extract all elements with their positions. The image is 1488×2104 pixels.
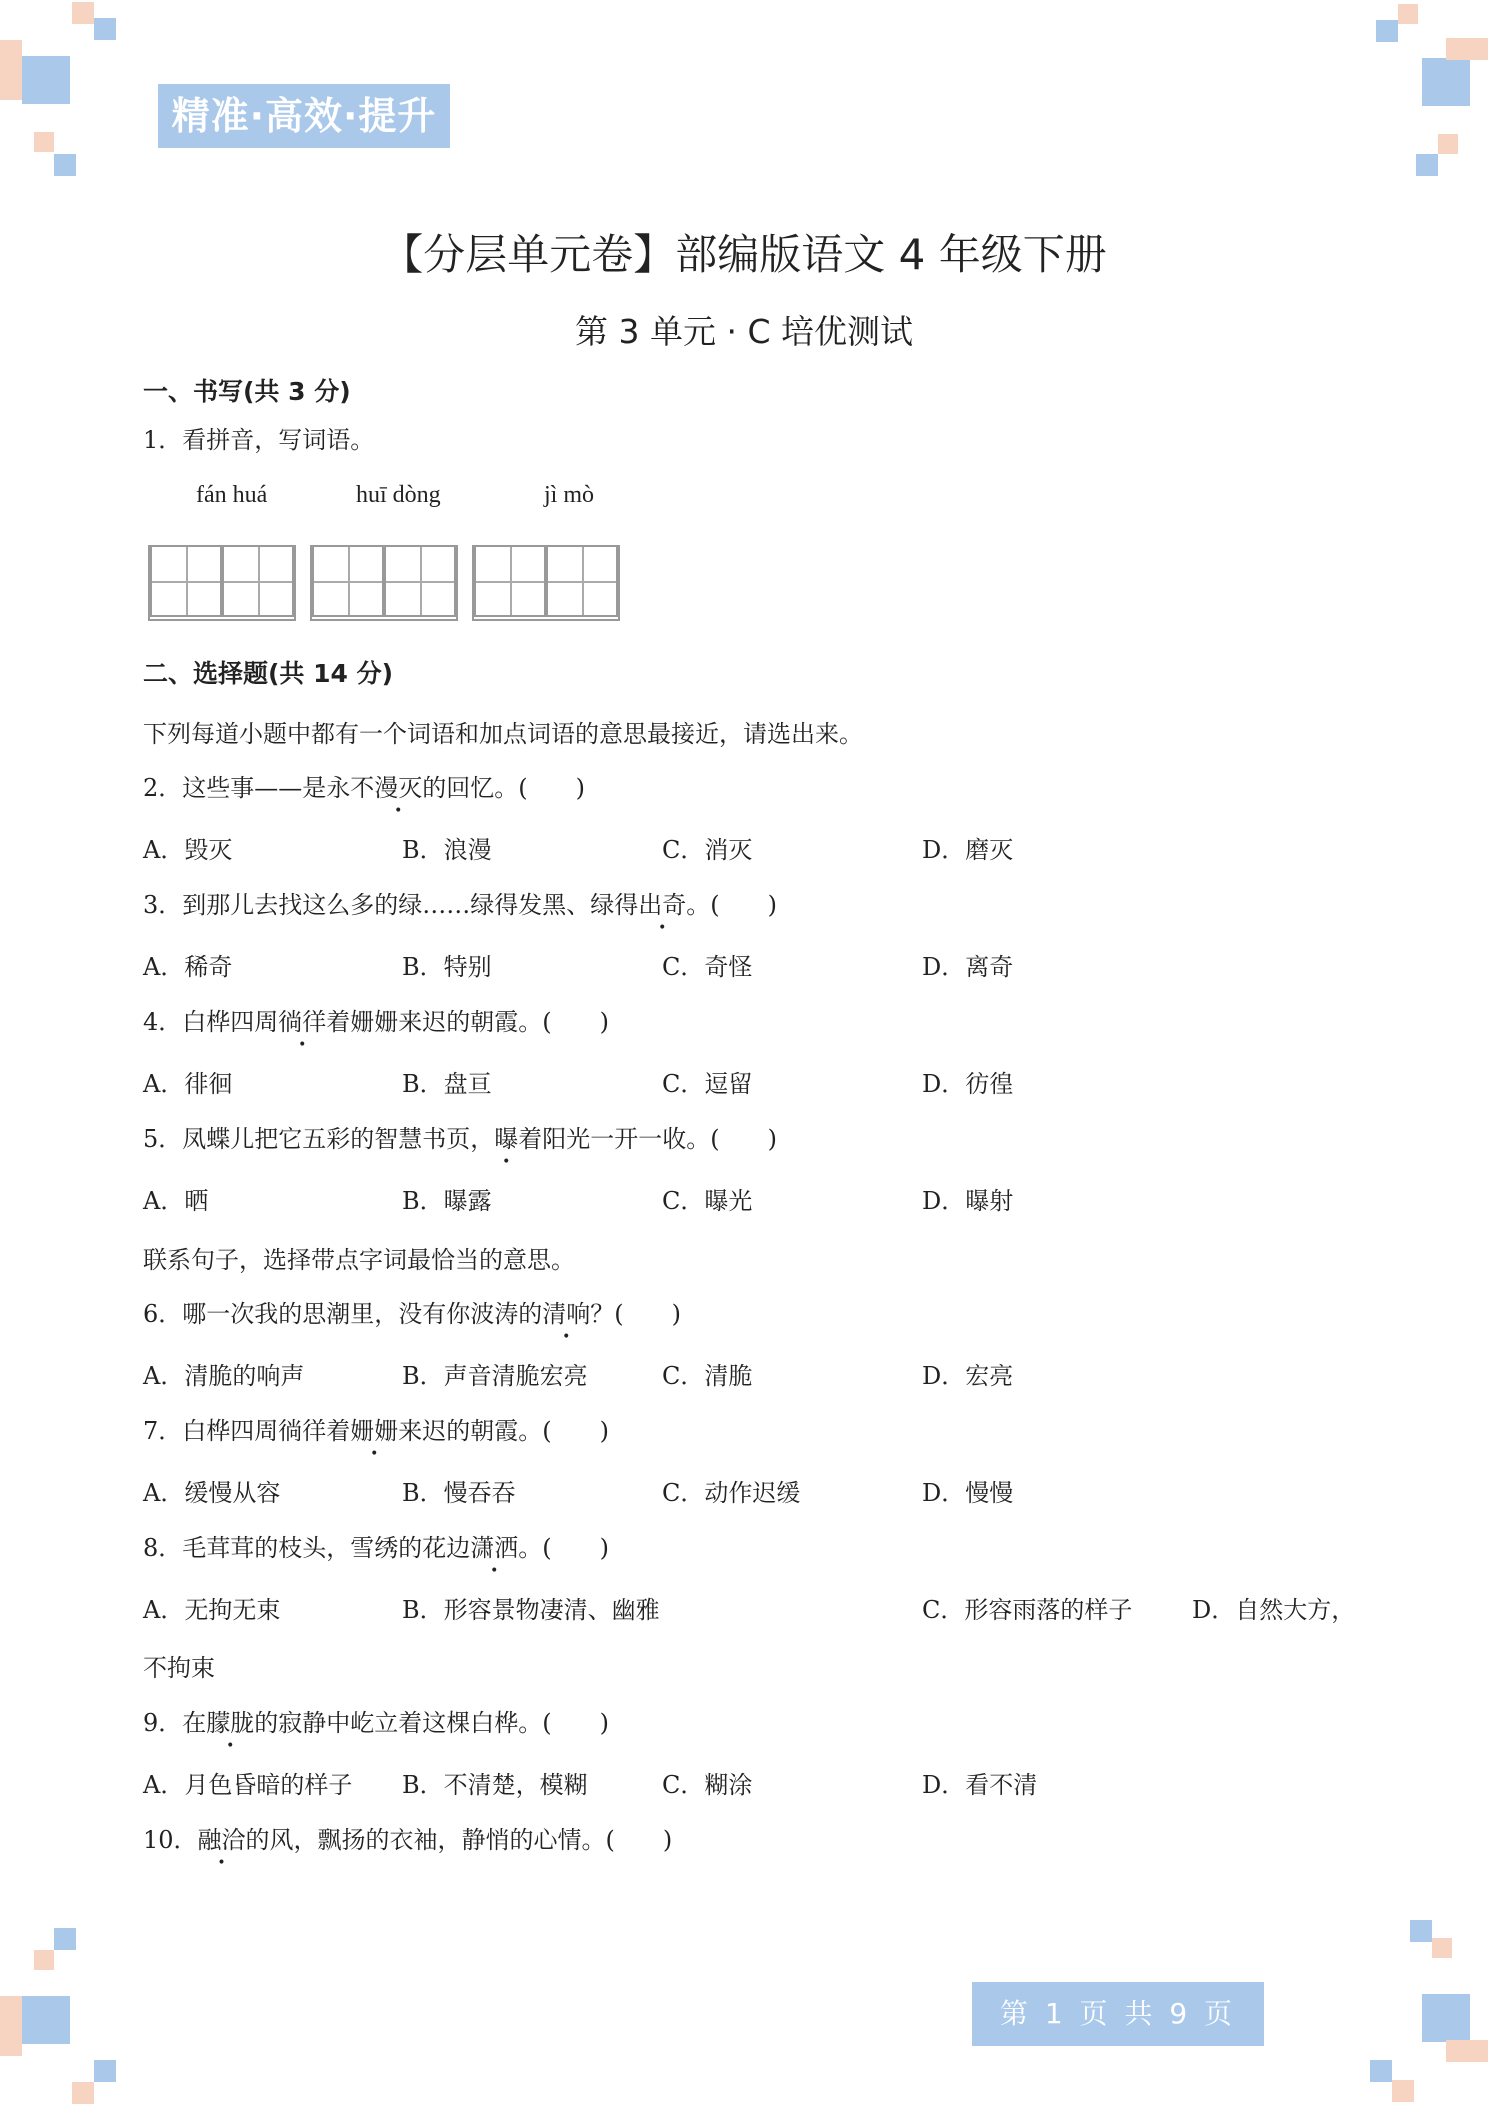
option-b[interactable]: B．形容景物凄清、幽雅 (402, 1596, 660, 1624)
option-d[interactable]: D．彷徨 (922, 1070, 1014, 1098)
decor-square (72, 2082, 94, 2104)
option-d[interactable]: D．宏亮 (922, 1362, 1014, 1390)
dotted-word: 朦胧 (206, 1709, 255, 1737)
writing-cell[interactable] (150, 545, 222, 617)
decor-square (1370, 2060, 1392, 2082)
option-a[interactable]: A．月色昏暗的样子 (143, 1771, 353, 1799)
option-a[interactable]: A．晒 (143, 1187, 209, 1215)
dotted-word: 漫灭 (374, 774, 423, 802)
option-d[interactable]: D．慢慢 (922, 1479, 1014, 1507)
question-10: 10．融洽的风，飘扬的衣袖，静悄的心情。( ) (143, 1826, 673, 1854)
decor-square (54, 154, 76, 176)
option-b[interactable]: B．盘亘 (402, 1070, 492, 1098)
option-c[interactable]: C．消灭 (662, 836, 753, 864)
question-9: 9．在朦胧的寂静中屹立着这棵白桦。( ) (143, 1709, 610, 1737)
option-b[interactable]: B．特别 (402, 953, 492, 981)
question-3: 3．到那儿去找这么多的绿……绿得发黑、绿得出奇。( ) (143, 891, 778, 919)
dotted-word: 出奇 (638, 891, 687, 919)
pinyin-1: fán huá (196, 482, 268, 508)
option-c[interactable]: C．动作迟缓 (662, 1479, 801, 1507)
page-title: 【分层单元卷】部编版语文 4 年级下册 (381, 230, 1107, 279)
option-a[interactable]: A．清脆的响声 (143, 1362, 305, 1390)
decor-square (0, 40, 22, 100)
writing-cell[interactable] (222, 545, 294, 617)
writing-cell[interactable] (474, 545, 546, 617)
option-c[interactable]: C．曝光 (662, 1187, 753, 1215)
dotted-word: 姗姗 (350, 1417, 399, 1445)
decor-square (1438, 134, 1458, 154)
option-b[interactable]: B．声音清脆宏亮 (402, 1362, 588, 1390)
decor-square (1422, 58, 1470, 106)
option-d[interactable]: D．曝射 (922, 1187, 1014, 1215)
option-c[interactable]: C．形容雨落的样子 (922, 1596, 1133, 1624)
question-8: 8．毛茸茸的枝头，雪绣的花边潇洒。( ) (143, 1534, 610, 1562)
pinyin-3: jì mò (544, 482, 595, 508)
option-a[interactable]: A．缓慢从容 (143, 1479, 281, 1507)
question-2: 2．这些事——是永不漫灭的回忆。( ) (143, 774, 586, 802)
question-1: 1．看拼音，写词语。 (143, 426, 375, 454)
question-6: 6．哪一次我的思潮里，没有你波涛的清响？( ) (143, 1300, 682, 1328)
question-7: 7．白桦四周徜徉着姗姗来迟的朝霞。( ) (143, 1417, 610, 1445)
decor-square (94, 18, 116, 40)
decor-square (34, 132, 54, 152)
instruction: 下列每道小题中都有一个词语和加点词语的意思最接近，请选出来。 (143, 720, 863, 748)
option-c[interactable]: C．清脆 (662, 1362, 753, 1390)
section-heading: 二、选择题(共 14 分) (143, 659, 394, 688)
decor-square (34, 1950, 54, 1970)
writing-cell[interactable] (546, 545, 618, 617)
option-b[interactable]: B．曝露 (402, 1187, 492, 1215)
option-d[interactable]: D．看不清 (922, 1771, 1038, 1799)
option-c[interactable]: C．糊涂 (662, 1771, 753, 1799)
section-heading: 一、书写(共 3 分) (143, 377, 351, 406)
decor-square (1376, 20, 1398, 42)
decor-square (54, 1928, 76, 1950)
option-d[interactable]: D．磨灭 (922, 836, 1014, 864)
decor-square (1410, 1920, 1432, 1942)
page-number-badge: 第 1 页 共 9 页 (972, 1982, 1264, 2046)
option-c[interactable]: C．奇怪 (662, 953, 753, 981)
option-a[interactable]: A．毁灭 (143, 836, 233, 864)
option-a[interactable]: A．稀奇 (143, 953, 233, 981)
option-d-continued: 不拘束 (143, 1654, 215, 1682)
decor-square (1446, 2040, 1488, 2062)
decor-square (72, 2, 94, 24)
decor-square (1422, 1994, 1470, 2042)
decor-square (1398, 4, 1418, 24)
question-5: 5．凤蝶儿把它五彩的智慧书页，曝着阳光一开一收。( ) (143, 1125, 778, 1153)
decor-square (94, 2060, 116, 2082)
decor-square (0, 1996, 22, 2056)
question-4: 4．白桦四周徜徉着姗姗来迟的朝霞。( ) (143, 1008, 610, 1036)
dotted-word: 融洽 (197, 1826, 246, 1854)
option-b[interactable]: B．不清楚，模糊 (402, 1771, 588, 1799)
decor-square (1446, 38, 1488, 60)
dotted-word: 曝 (494, 1125, 519, 1153)
writing-cell[interactable] (312, 545, 384, 617)
option-b[interactable]: B．慢吞吞 (402, 1479, 516, 1507)
decor-square (1432, 1938, 1452, 1958)
option-d[interactable]: D．自然大方， (1192, 1596, 1356, 1624)
decor-square (1416, 154, 1438, 176)
instruction: 联系句子，选择带点字词最恰当的意思。 (143, 1246, 575, 1274)
option-a[interactable]: A．徘徊 (143, 1070, 233, 1098)
dotted-word: 潇洒 (470, 1534, 519, 1562)
decor-square (22, 1996, 70, 2044)
option-b[interactable]: B．浪漫 (402, 836, 492, 864)
decor-square (22, 56, 70, 104)
option-c[interactable]: C．逗留 (662, 1070, 753, 1098)
dotted-word: 清响 (542, 1300, 591, 1328)
pinyin-2: huī dòng (356, 482, 441, 508)
decor-square (1392, 2080, 1414, 2102)
option-d[interactable]: D．离奇 (922, 953, 1014, 981)
brand-banner: 精准·高效·提升 (158, 84, 450, 148)
option-a[interactable]: A．无拘无束 (143, 1596, 281, 1624)
page-subtitle: 第 3 单元 · C 培优测试 (575, 312, 913, 351)
writing-cell[interactable] (384, 545, 456, 617)
dotted-word: 徜徉 (278, 1008, 327, 1036)
